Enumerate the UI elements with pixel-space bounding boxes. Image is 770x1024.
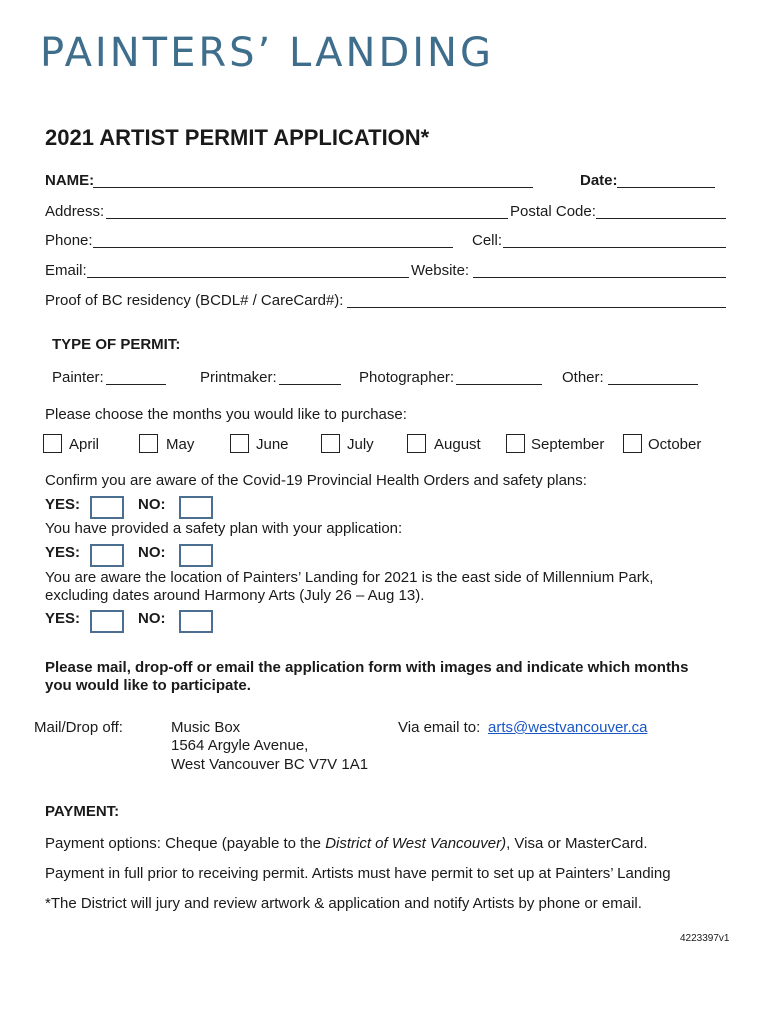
page-title: 2021 ARTIST PERMIT APPLICATION* (45, 125, 430, 150)
email-link[interactable]: arts@westvancouver.ca (488, 719, 648, 736)
covid-yes-label: YES: (45, 496, 81, 513)
payment-options-suffix: , Visa or MasterCard. (506, 835, 648, 852)
postal-code-field[interactable] (596, 218, 726, 219)
jury-note: *The District will jury and review artwork & application and notify Artists by phone or email. (45, 895, 642, 912)
july-checkbox[interactable] (321, 434, 340, 453)
instructions-line1: Please mail, drop-off or email the application form with images and indicate which months (45, 659, 689, 676)
email-label: Email: (45, 262, 87, 279)
covid-yes-box[interactable] (90, 496, 124, 519)
payment-full-note: Payment in full prior to receiving permit. Artists must have permit to set up at Painters’ Landing (45, 865, 671, 882)
painters-landing-logo: PAINTERS’ LANDING (40, 30, 494, 76)
august-label: August (434, 436, 481, 453)
safety-yes-box[interactable] (90, 544, 124, 567)
months-prompt: Please choose the months you would like to purchase: (45, 406, 407, 423)
cell-field[interactable] (503, 247, 726, 248)
mail-address-line2: 1564 Argyle Avenue, (171, 737, 309, 754)
name-label: NAME: (45, 172, 95, 189)
payment-options (45, 835, 648, 852)
june-label: June (256, 436, 289, 453)
other-label: Other: (562, 369, 604, 386)
september-checkbox[interactable] (506, 434, 525, 453)
name-field[interactable] (93, 187, 533, 188)
may-checkbox[interactable] (139, 434, 158, 453)
mail-label: Mail/Drop off: (34, 719, 123, 736)
photographer-label: Photographer: (359, 369, 455, 386)
phone-label: Phone: (45, 232, 93, 249)
location-no-box[interactable] (179, 610, 213, 633)
location-question-line1: You are aware the location of Painters’ Landing for 2021 is the east side of Millennium Park, (45, 569, 654, 586)
october-checkbox[interactable] (623, 434, 642, 453)
july-label: July (347, 436, 374, 453)
permit-heading: TYPE OF PERMIT: (52, 336, 181, 353)
location-question-line2: excluding dates around Harmony Arts (July 26 – Aug 13). (45, 587, 425, 604)
covid-question: Confirm you are aware of the Covid-19 Provincial Health Orders and safety plans: (45, 472, 587, 489)
address-field[interactable] (106, 218, 508, 219)
email-to-label: Via email to: (398, 719, 481, 736)
safety-no-box[interactable] (179, 544, 213, 567)
august-checkbox[interactable] (407, 434, 426, 453)
website-label: Website: (411, 262, 470, 279)
proof-field[interactable] (347, 307, 726, 308)
may-label: May (166, 436, 195, 453)
location-yes-label: YES: (45, 610, 81, 627)
mail-address-line1: Music Box (171, 719, 241, 736)
april-checkbox[interactable] (43, 434, 62, 453)
date-label: Date: (580, 172, 618, 189)
postal-code-label: Postal Code: (510, 203, 596, 220)
location-yes-box[interactable] (90, 610, 124, 633)
october-label: October (648, 436, 702, 453)
covid-no-box[interactable] (179, 496, 213, 519)
document-id: 4223397v1 (680, 933, 730, 944)
proof-label: Proof of BC residency (BCDL# / CareCard#): (45, 292, 344, 309)
payment-options-payee: District of West Vancouver) (325, 835, 507, 852)
instructions-line2: you would like to participate. (45, 677, 251, 694)
website-field[interactable] (473, 277, 726, 278)
covid-no-label: NO: (138, 496, 166, 513)
april-label: April (69, 436, 100, 453)
painter-field[interactable] (106, 384, 166, 385)
other-field[interactable] (608, 384, 698, 385)
printmaker-field[interactable] (279, 384, 341, 385)
email-field[interactable] (87, 277, 409, 278)
mail-address-line3: West Vancouver BC V7V 1A1 (171, 756, 369, 773)
photographer-field[interactable] (456, 384, 542, 385)
printmaker-label: Printmaker: (200, 369, 277, 386)
june-checkbox[interactable] (230, 434, 249, 453)
phone-field[interactable] (93, 247, 453, 248)
september-label: September (531, 436, 605, 453)
safety-plan-question: You have provided a safety plan with your application: (45, 520, 403, 537)
payment-options-prefix: Payment options: Cheque (payable to the (45, 835, 326, 852)
location-no-label: NO: (138, 610, 166, 627)
payment-heading: PAYMENT: (45, 803, 120, 820)
painter-label: Painter: (52, 369, 104, 386)
cell-label: Cell: (472, 232, 503, 249)
safety-no-label: NO: (138, 544, 166, 561)
safety-yes-label: YES: (45, 544, 81, 561)
address-label: Address: (45, 203, 105, 220)
date-field[interactable] (617, 187, 715, 188)
